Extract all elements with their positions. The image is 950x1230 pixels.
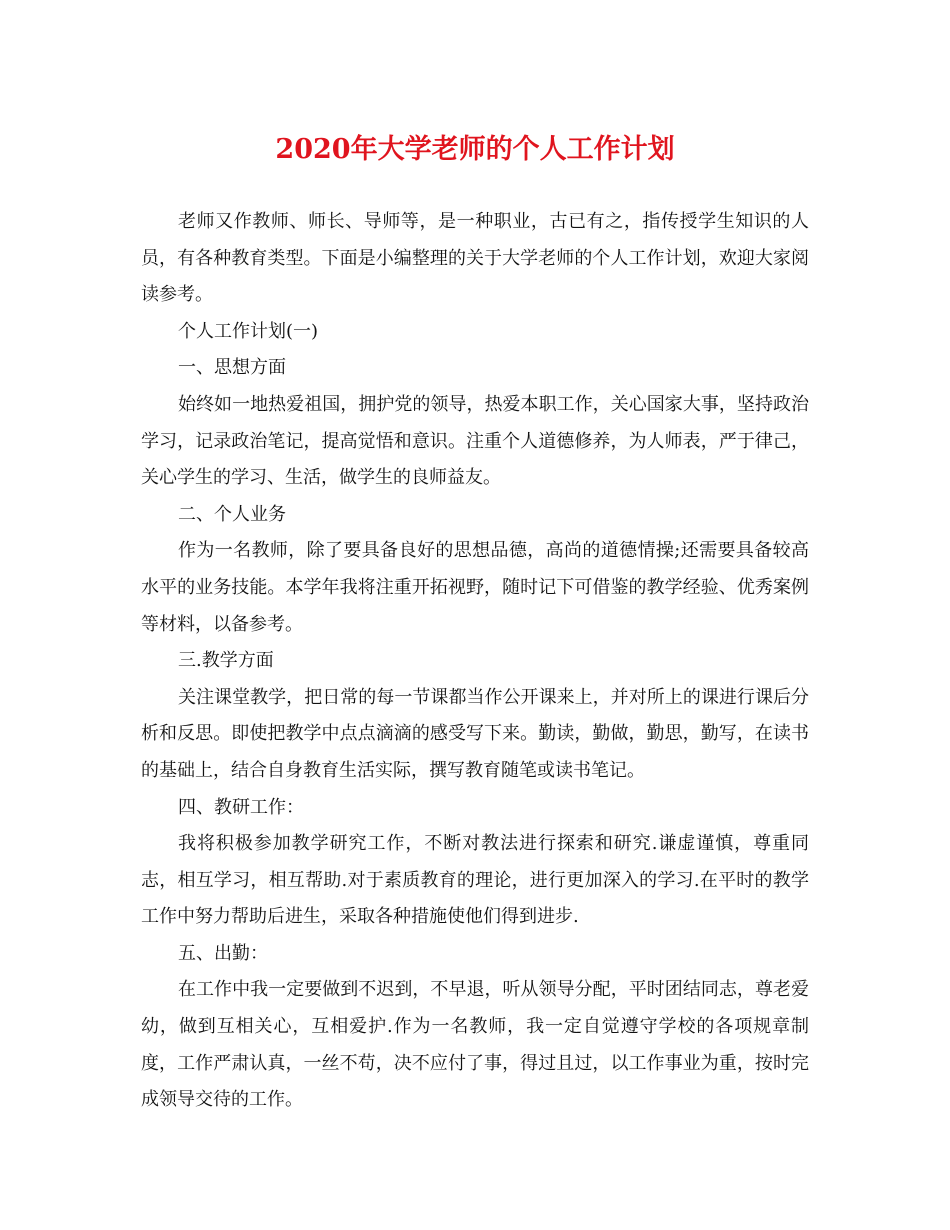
section-heading-business: 二、个人业务 [178,503,286,525]
section-paragraph-teaching: 关注课堂教学，把日常的每一节课都当作公开课来上，并对所上的课进行课后分析和反思。即使把教学中点点滴滴的感受写下来。勤读，勤做，勤思，勤写，在读书的基础上，结合自身教育生活实际，撰写教育随笔或读书笔记。 [141,686,809,781]
section-heading-ideology: 一、思想方面 [178,357,286,379]
section-paragraph-attendance: 在工作中我一定要做到不迟到，不早退，听从领导分配，平时团结同志，尊老爱幼，做到互相关心，互相爱护.作为一名教师，我一定自觉遵守学校的各项规章制度，工作严肃认真，一丝不苟，决不应付了事，得过且过，以工作事业为重，按时完成领导交待的工作。 [141,979,809,1111]
section-heading-attendance: 五、出勤： [178,942,268,964]
page-title: 2020年大学老师的个人工作计划 [275,134,675,165]
document-body [141,204,809,1119]
section-paragraph-business: 作为一名教师，除了要具备良好的思想品德，高尚的道德情操;还需要具备较高水平的业务技能。本学年我将注重开拓视野，随时记下可借鉴的教学经验、优秀案例等材料，以备参考。 [141,540,809,635]
section-heading-research: 四、教研工作： [178,796,304,818]
intro-paragraph: 老师又作教师、师长、导师等，是一种职业，古已有之，指传授学生知识的人员，有各种教育类型。下面是小编整理的关于大学老师的个人工作计划，欢迎大家阅读参考。 [141,211,809,306]
section-paragraph-ideology: 始终如一地热爱祖国，拥护党的领导，热爱本职工作，关心国家大事，坚持政治学习，记录政治笔记，提高觉悟和意识。注重个人道德修养，为人师表，严于律己，关心学生的学习、生活，做学生的良师益友。 [141,393,809,489]
section-paragraph-research: 我将积极参加教学研究工作，不断对教法进行探索和研究.谦虚谨慎，尊重同志，相互学习，相互帮助.对于素质教育的理论，进行更加深入的学习.在平时的教学工作中努力帮助后进生，采取各种措施使他们得到进步. [141,833,809,928]
section-heading-teaching: 三.教学方面 [178,650,274,672]
plan-heading: 个人工作计划(一) [178,320,319,342]
